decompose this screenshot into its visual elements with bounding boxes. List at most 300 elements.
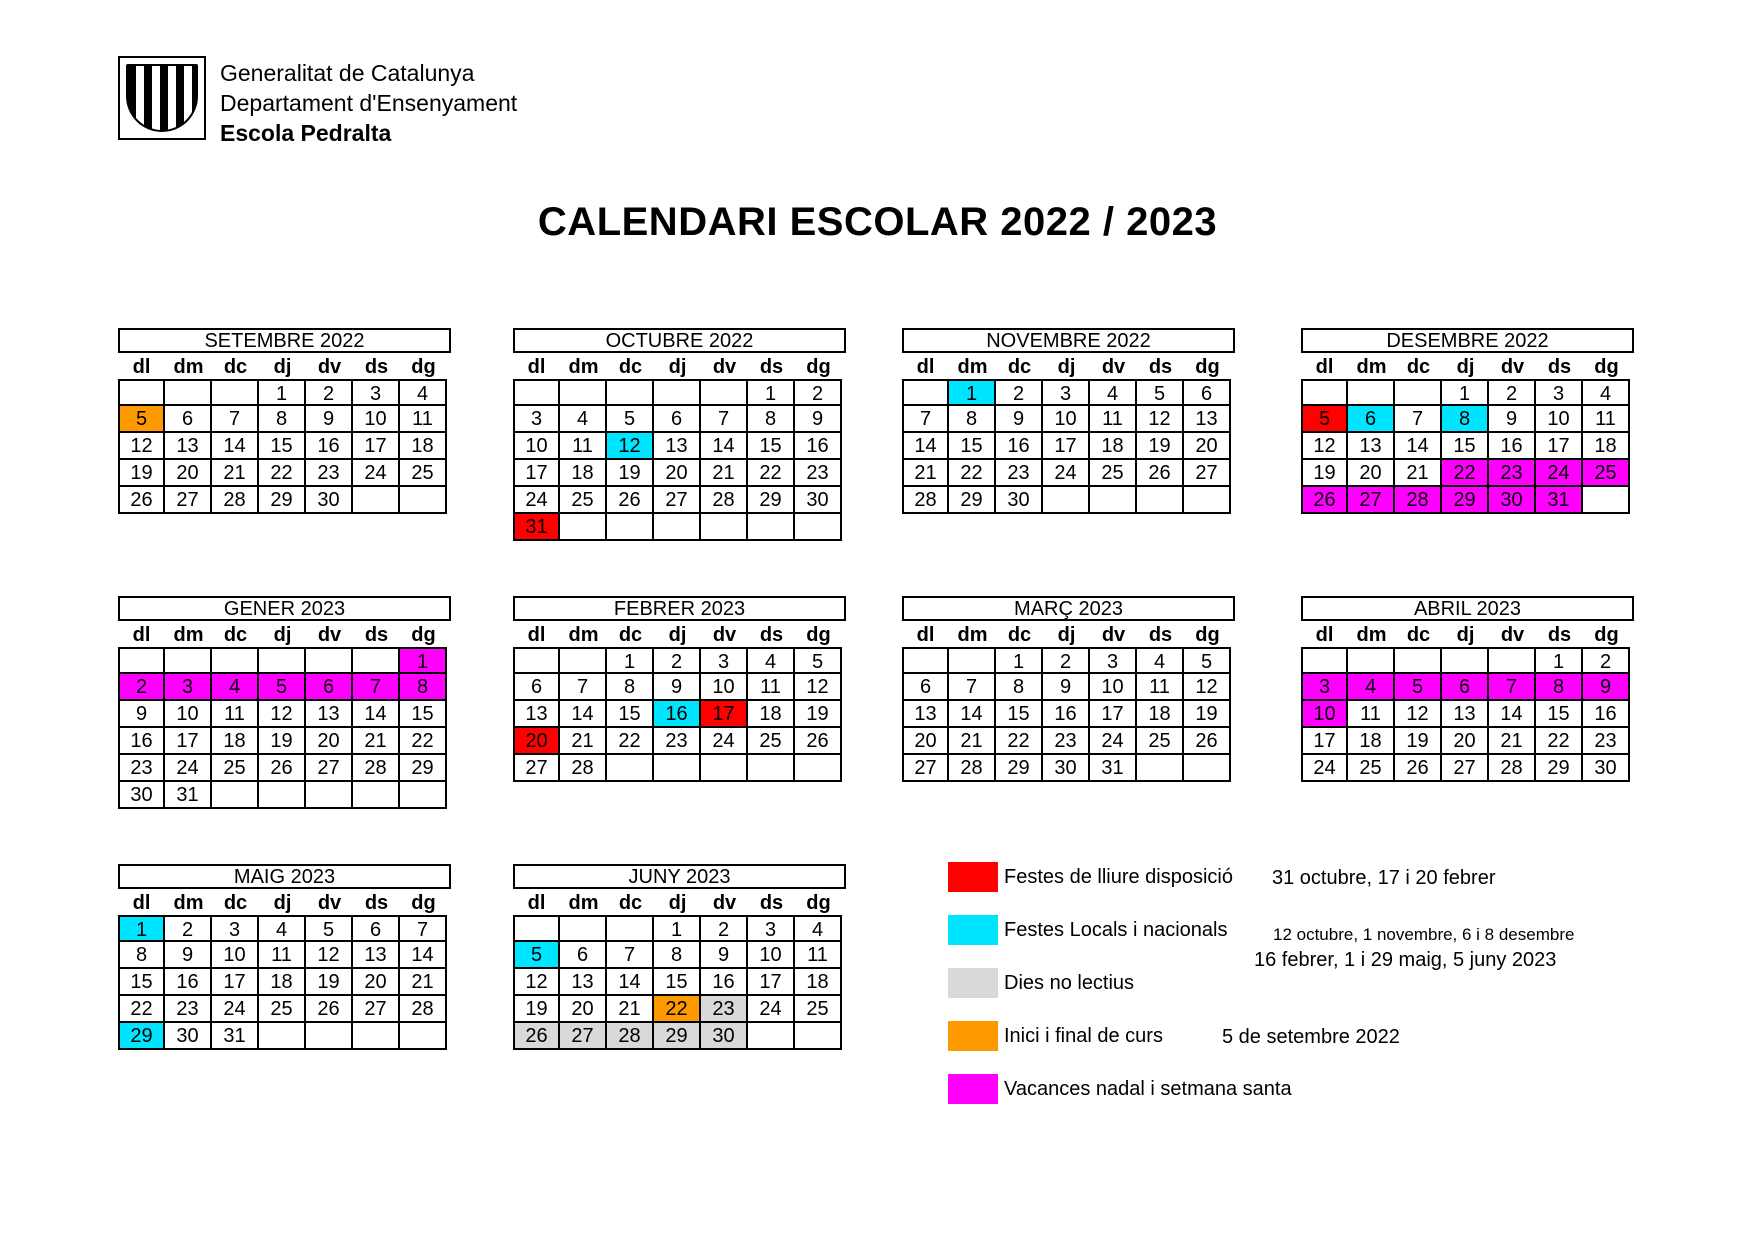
day-cell: 22: [748, 460, 795, 487]
day-cell: 10: [165, 701, 212, 728]
day-cell: 26: [1301, 487, 1348, 514]
empty-cell: [1442, 647, 1489, 674]
day-cell: 21: [902, 460, 949, 487]
day-cell: 10: [1043, 406, 1090, 433]
day-cell: 17: [1301, 728, 1348, 755]
day-cell: 3: [165, 674, 212, 701]
day-cell: 25: [212, 755, 259, 782]
day-cell: 17: [212, 969, 259, 996]
day-header: ds: [759, 624, 784, 646]
day-cell: 21: [400, 969, 447, 996]
day-cell: 5: [1184, 647, 1231, 674]
month-title: FEBRER 2023: [513, 596, 846, 621]
month-title: DESEMBRE 2022: [1301, 328, 1634, 353]
day-cell: 11: [1583, 406, 1630, 433]
day-cell: 26: [306, 996, 353, 1023]
day-cell: 6: [654, 406, 701, 433]
day-cell: 21: [1395, 460, 1442, 487]
day-header: dv: [712, 892, 737, 914]
day-cell: 30: [1489, 487, 1536, 514]
day-cell: 15: [1536, 701, 1583, 728]
day-header: dg: [806, 356, 831, 378]
month-m7: [1301, 596, 1634, 782]
day-cell: 22: [996, 728, 1043, 755]
day-header: dj: [668, 892, 687, 914]
day-cell: 18: [400, 433, 447, 460]
month-m9: [513, 864, 846, 1050]
day-cell: 23: [1043, 728, 1090, 755]
day-cell: 22: [400, 728, 447, 755]
day-cell: 7: [902, 406, 949, 433]
month-m0: [118, 328, 451, 514]
day-cell: 19: [1395, 728, 1442, 755]
legend-label-course: Inici i final de curs: [1004, 1024, 1163, 1047]
day-header: dc: [223, 356, 248, 378]
day-cell: 14: [902, 433, 949, 460]
day-header: dv: [1500, 356, 1525, 378]
day-cell: 26: [1137, 460, 1184, 487]
day-cell: 24: [165, 755, 212, 782]
day-cell: 2: [1489, 379, 1536, 406]
day-cell: 3: [1090, 647, 1137, 674]
legend-label-local: Festes Locals i nacionals: [1004, 918, 1228, 941]
day-cell: 20: [902, 728, 949, 755]
day-cell: 5: [259, 674, 306, 701]
day-cell: 21: [1489, 728, 1536, 755]
day-header: dl: [916, 624, 935, 646]
day-cell: 5: [513, 942, 560, 969]
day-cell: 12: [118, 433, 165, 460]
day-cell: 8: [1442, 406, 1489, 433]
day-cell: 28: [1489, 755, 1536, 782]
day-header: ds: [1547, 356, 1572, 378]
day-cell: 2: [701, 915, 748, 942]
day-cell: 4: [748, 647, 795, 674]
day-cell: 3: [1043, 379, 1090, 406]
day-cell: 23: [701, 996, 748, 1023]
day-cell: 12: [1184, 674, 1231, 701]
day-cell: 15: [748, 433, 795, 460]
day-cell: 7: [1489, 674, 1536, 701]
day-cell: 4: [1583, 379, 1630, 406]
day-header: dg: [1594, 624, 1619, 646]
day-cell: 28: [902, 487, 949, 514]
day-cell: 17: [513, 460, 560, 487]
empty-cell: [118, 379, 165, 406]
day-cell: 13: [165, 433, 212, 460]
empty-cell: [165, 379, 212, 406]
day-header: dm: [568, 624, 599, 646]
legend-item-holiday: [948, 1074, 1292, 1104]
org-line-2: Departament d'Ensenyament: [220, 90, 518, 116]
day-header: dj: [668, 356, 687, 378]
day-cell: 5: [1395, 674, 1442, 701]
day-header: dj: [273, 356, 292, 378]
day-cell: 30: [996, 487, 1043, 514]
empty-cell: [1489, 647, 1536, 674]
legend-swatch-course: [948, 1021, 998, 1051]
empty-cell: [795, 755, 842, 782]
day-header: dc: [1406, 624, 1431, 646]
day-cell: 16: [701, 969, 748, 996]
day-cell: 9: [1489, 406, 1536, 433]
day-cell: 4: [1090, 379, 1137, 406]
day-cell: 1: [949, 379, 996, 406]
day-cell: 9: [306, 406, 353, 433]
day-cell: 5: [118, 406, 165, 433]
day-cell: 15: [1442, 433, 1489, 460]
day-cell: 31: [513, 514, 560, 541]
month-grid: [118, 889, 451, 1050]
empty-cell: [212, 782, 259, 809]
day-cell: 20: [1184, 433, 1231, 460]
day-cell: 25: [1137, 728, 1184, 755]
day-cell: 23: [654, 728, 701, 755]
day-cell: 15: [259, 433, 306, 460]
month-title: OCTUBRE 2022: [513, 328, 846, 353]
day-cell: 24: [748, 996, 795, 1023]
day-cell: 28: [212, 487, 259, 514]
day-cell: 29: [949, 487, 996, 514]
month-grid: [1301, 621, 1634, 782]
day-cell: 18: [795, 969, 842, 996]
day-cell: 31: [1090, 755, 1137, 782]
month-grid: [902, 353, 1235, 514]
day-header: dv: [712, 356, 737, 378]
day-cell: 1: [118, 915, 165, 942]
day-cell: 7: [560, 674, 607, 701]
day-header: dj: [1456, 624, 1475, 646]
day-cell: 27: [306, 755, 353, 782]
empty-cell: [1395, 647, 1442, 674]
day-cell: 15: [607, 701, 654, 728]
day-header: ds: [759, 892, 784, 914]
day-header: ds: [759, 356, 784, 378]
day-cell: 20: [654, 460, 701, 487]
day-cell: 22: [1536, 728, 1583, 755]
day-cell: 1: [996, 647, 1043, 674]
day-cell: 6: [1348, 406, 1395, 433]
day-cell: 2: [996, 379, 1043, 406]
day-cell: 11: [212, 701, 259, 728]
day-cell: 3: [1536, 379, 1583, 406]
day-header: ds: [1148, 624, 1173, 646]
empty-cell: [513, 915, 560, 942]
day-cell: 11: [1090, 406, 1137, 433]
day-cell: 18: [1137, 701, 1184, 728]
day-cell: 31: [1536, 487, 1583, 514]
month-grid: [513, 353, 846, 541]
day-cell: 12: [306, 942, 353, 969]
day-cell: 5: [1137, 379, 1184, 406]
day-cell: 21: [701, 460, 748, 487]
day-cell: 26: [259, 755, 306, 782]
day-cell: 2: [795, 379, 842, 406]
day-cell: 8: [1536, 674, 1583, 701]
day-header: dm: [173, 624, 204, 646]
day-cell: 16: [996, 433, 1043, 460]
day-cell: 16: [1583, 701, 1630, 728]
day-cell: 13: [654, 433, 701, 460]
day-header: dl: [916, 356, 935, 378]
day-cell: 26: [795, 728, 842, 755]
empty-cell: [513, 379, 560, 406]
day-cell: 28: [701, 487, 748, 514]
day-cell: 26: [1184, 728, 1231, 755]
day-header: dm: [568, 356, 599, 378]
legend-swatch-holiday: [948, 1074, 998, 1104]
day-cell: 25: [795, 996, 842, 1023]
empty-cell: [654, 514, 701, 541]
day-cell: 12: [607, 433, 654, 460]
day-cell: 2: [306, 379, 353, 406]
day-header: dv: [1101, 356, 1126, 378]
day-cell: 28: [607, 1023, 654, 1050]
empty-cell: [1395, 379, 1442, 406]
day-cell: 12: [1137, 406, 1184, 433]
day-cell: 20: [165, 460, 212, 487]
day-cell: 25: [400, 460, 447, 487]
day-header: dm: [1356, 624, 1387, 646]
day-cell: 19: [1301, 460, 1348, 487]
day-cell: 13: [560, 969, 607, 996]
day-cell: 26: [1395, 755, 1442, 782]
day-cell: 9: [1043, 674, 1090, 701]
day-cell: 30: [118, 782, 165, 809]
empty-cell: [748, 514, 795, 541]
day-cell: 2: [654, 647, 701, 674]
month-title: JUNY 2023: [513, 864, 846, 889]
day-cell: 30: [1583, 755, 1630, 782]
day-cell: 1: [1442, 379, 1489, 406]
day-header: dv: [1101, 624, 1126, 646]
day-cell: 9: [118, 701, 165, 728]
day-cell: 2: [1583, 647, 1630, 674]
legend-dates-free: 31 octubre, 17 i 20 febrer: [1272, 867, 1496, 889]
day-header: ds: [1148, 356, 1173, 378]
day-cell: 1: [400, 647, 447, 674]
day-cell: 25: [1090, 460, 1137, 487]
legend-swatch-nonlective: [948, 968, 998, 998]
day-cell: 17: [1043, 433, 1090, 460]
day-cell: 27: [1442, 755, 1489, 782]
day-cell: 12: [259, 701, 306, 728]
day-cell: 10: [748, 942, 795, 969]
day-cell: 8: [654, 942, 701, 969]
legend-dates-local-1: 12 octubre, 1 novembre, 6 i 8 desembre: [1273, 925, 1575, 944]
day-cell: 1: [259, 379, 306, 406]
day-cell: 7: [353, 674, 400, 701]
day-cell: 27: [1348, 487, 1395, 514]
day-cell: 23: [795, 460, 842, 487]
day-cell: 16: [118, 728, 165, 755]
day-header: dc: [223, 892, 248, 914]
empty-cell: [306, 647, 353, 674]
day-cell: 29: [1536, 755, 1583, 782]
day-cell: 3: [353, 379, 400, 406]
empty-cell: [748, 1023, 795, 1050]
day-cell: 7: [400, 915, 447, 942]
day-cell: 11: [1348, 701, 1395, 728]
day-cell: 20: [353, 969, 400, 996]
day-cell: 23: [118, 755, 165, 782]
day-cell: 8: [118, 942, 165, 969]
day-cell: 30: [1043, 755, 1090, 782]
day-cell: 9: [795, 406, 842, 433]
day-cell: 27: [1184, 460, 1231, 487]
day-cell: 22: [654, 996, 701, 1023]
day-cell: 22: [118, 996, 165, 1023]
day-cell: 11: [1137, 674, 1184, 701]
day-cell: 14: [949, 701, 996, 728]
day-cell: 29: [259, 487, 306, 514]
month-title: MAIG 2023: [118, 864, 451, 889]
day-header: dl: [527, 624, 546, 646]
day-header: dc: [618, 356, 643, 378]
day-cell: 17: [1090, 701, 1137, 728]
day-cell: 6: [1442, 674, 1489, 701]
day-cell: 27: [560, 1023, 607, 1050]
day-cell: 8: [996, 674, 1043, 701]
day-cell: 13: [513, 701, 560, 728]
day-cell: 15: [654, 969, 701, 996]
day-cell: 28: [560, 755, 607, 782]
day-cell: 19: [259, 728, 306, 755]
day-cell: 6: [306, 674, 353, 701]
day-cell: 22: [949, 460, 996, 487]
empty-cell: [1184, 487, 1231, 514]
day-cell: 17: [1536, 433, 1583, 460]
day-cell: 1: [607, 647, 654, 674]
month-m3: [1301, 328, 1634, 514]
day-header: dj: [668, 624, 687, 646]
day-cell: 4: [259, 915, 306, 942]
day-cell: 4: [1348, 674, 1395, 701]
day-cell: 7: [607, 942, 654, 969]
empty-cell: [902, 379, 949, 406]
day-cell: 23: [165, 996, 212, 1023]
day-cell: 17: [748, 969, 795, 996]
day-cell: 12: [513, 969, 560, 996]
day-cell: 13: [353, 942, 400, 969]
day-cell: 19: [306, 969, 353, 996]
empty-cell: [259, 782, 306, 809]
month-grid: [118, 621, 451, 809]
day-cell: 7: [949, 674, 996, 701]
empty-cell: [1301, 379, 1348, 406]
org-line-1: Generalitat de Catalunya: [220, 60, 475, 86]
empty-cell: [795, 514, 842, 541]
day-cell: 4: [212, 674, 259, 701]
day-cell: 17: [701, 701, 748, 728]
day-cell: 12: [795, 674, 842, 701]
legend-label-nonlective: Dies no lectius: [1004, 971, 1135, 994]
legend-label-free: Festes de lliure disposició: [1004, 865, 1233, 888]
day-cell: 23: [306, 460, 353, 487]
day-header: dv: [1500, 624, 1525, 646]
day-cell: 14: [400, 942, 447, 969]
day-header: dg: [411, 624, 436, 646]
month-m2: [902, 328, 1235, 514]
day-cell: 20: [560, 996, 607, 1023]
day-cell: 10: [353, 406, 400, 433]
day-cell: 13: [306, 701, 353, 728]
day-cell: 20: [513, 728, 560, 755]
empty-cell: [1043, 487, 1090, 514]
day-cell: 13: [902, 701, 949, 728]
empty-cell: [165, 647, 212, 674]
day-header: ds: [364, 624, 389, 646]
day-cell: 21: [607, 996, 654, 1023]
day-cell: 29: [118, 1023, 165, 1050]
day-cell: 24: [212, 996, 259, 1023]
page-title: CALENDARI ESCOLAR 2022 / 2023: [537, 200, 1218, 244]
day-cell: 26: [607, 487, 654, 514]
day-cell: 24: [701, 728, 748, 755]
day-cell: 6: [513, 674, 560, 701]
day-cell: 20: [306, 728, 353, 755]
day-cell: 18: [1090, 433, 1137, 460]
day-header: dm: [957, 624, 988, 646]
day-cell: 29: [1442, 487, 1489, 514]
day-header: dv: [317, 892, 342, 914]
day-cell: 2: [1043, 647, 1090, 674]
day-cell: 8: [607, 674, 654, 701]
empty-cell: [795, 1023, 842, 1050]
empty-cell: [748, 755, 795, 782]
legend-item-local: [948, 915, 1227, 945]
legend-swatch-free: [948, 862, 998, 892]
day-cell: 30: [701, 1023, 748, 1050]
empty-cell: [1583, 487, 1630, 514]
day-cell: 24: [1090, 728, 1137, 755]
empty-cell: [1137, 487, 1184, 514]
empty-cell: [1348, 647, 1395, 674]
day-cell: 5: [607, 406, 654, 433]
day-header: dg: [806, 624, 831, 646]
day-cell: 19: [118, 460, 165, 487]
header: [118, 56, 517, 146]
day-header: dg: [411, 892, 436, 914]
day-cell: 29: [996, 755, 1043, 782]
day-cell: 23: [1489, 460, 1536, 487]
day-cell: 19: [1184, 701, 1231, 728]
day-cell: 19: [795, 701, 842, 728]
day-cell: 11: [400, 406, 447, 433]
day-cell: 14: [560, 701, 607, 728]
day-cell: 7: [1395, 406, 1442, 433]
day-cell: 4: [560, 406, 607, 433]
empty-cell: [259, 647, 306, 674]
day-cell: 24: [1043, 460, 1090, 487]
day-header: dv: [317, 624, 342, 646]
empty-cell: [607, 514, 654, 541]
day-cell: 31: [212, 1023, 259, 1050]
day-cell: 26: [118, 487, 165, 514]
legend: [948, 862, 1728, 1122]
empty-cell: [949, 647, 996, 674]
empty-cell: [607, 755, 654, 782]
day-cell: 23: [1583, 728, 1630, 755]
month-grid: [118, 353, 451, 514]
day-cell: 3: [748, 915, 795, 942]
day-cell: 22: [1442, 460, 1489, 487]
day-cell: 31: [165, 782, 212, 809]
legend-item-free: [948, 862, 1233, 892]
day-cell: 12: [1301, 433, 1348, 460]
day-header: dg: [411, 356, 436, 378]
day-header: ds: [1547, 624, 1572, 646]
